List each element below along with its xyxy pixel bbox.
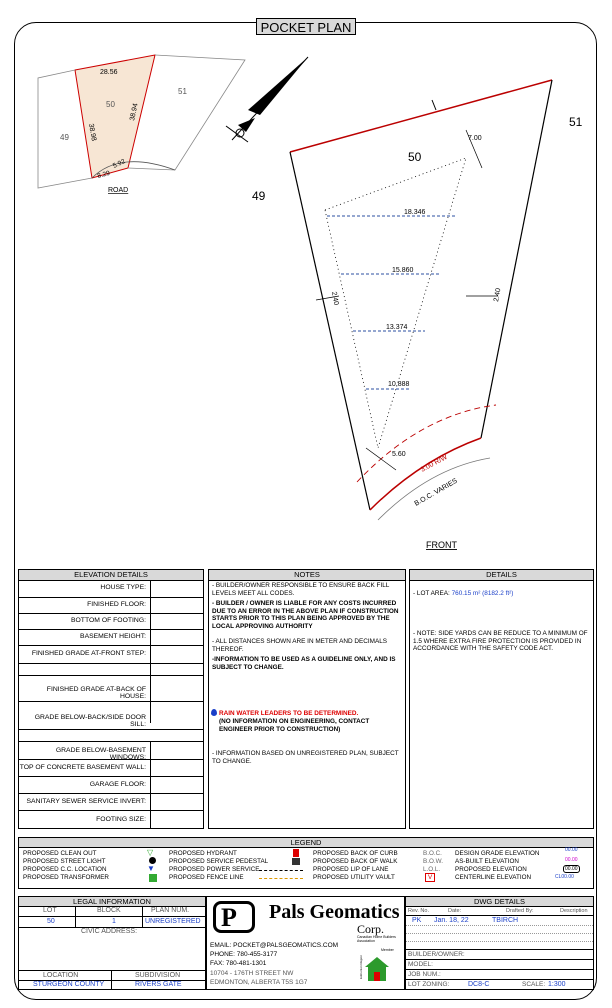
legend-clean-out: PROPOSED CLEAN OUT bbox=[23, 850, 97, 857]
elevation-header: ELEVATION DETAILS bbox=[19, 570, 203, 581]
lot-header: LOT bbox=[43, 907, 57, 914]
dwg-drafted: TBIRCH bbox=[492, 917, 519, 924]
dwg-header: DWG DETAILS bbox=[406, 897, 593, 907]
legal-header: LEGAL INFORMATION bbox=[19, 897, 205, 907]
job-num-label: JOB NUM.: bbox=[408, 971, 441, 978]
keymap-lot-51: 51 bbox=[178, 87, 187, 96]
width-label-4: 10.888 bbox=[388, 381, 410, 388]
key-map bbox=[38, 55, 245, 188]
legend-transformer: PROPOSED TRANSFORMER bbox=[23, 874, 109, 881]
company-fax: FAX: 780-481-1301 bbox=[210, 960, 267, 967]
model-label: MODEL: bbox=[408, 961, 433, 968]
legend-hydrant: PROPOSED HYDRANT bbox=[169, 850, 237, 857]
legend-back-walk: PROPOSED BACK OF WALK bbox=[313, 858, 398, 865]
keymap-left-dim: 38.98 bbox=[87, 123, 97, 142]
water-drop-icon bbox=[211, 709, 217, 716]
company-logo: P bbox=[213, 901, 255, 933]
power-line-icon bbox=[259, 870, 303, 871]
legend-panel bbox=[18, 837, 594, 889]
elev-garage-floor: GARAGE FLOOR: bbox=[89, 781, 146, 788]
hydrant-icon bbox=[293, 849, 299, 857]
keymap-lot-label: 50 bbox=[106, 100, 115, 109]
subdivision-header: SUBDIVISION bbox=[135, 972, 181, 979]
width-label-2: 15.860 bbox=[392, 267, 414, 274]
street-light-icon bbox=[149, 857, 156, 864]
subdivision-value: RIVERS GATE bbox=[135, 981, 182, 988]
block-header: BLOCK bbox=[97, 907, 121, 914]
legend-street-light: PROPOSED STREET LIGHT bbox=[23, 858, 106, 865]
legend-utility-vault: PROPOSED UTILITY VAULT bbox=[313, 874, 395, 881]
front-setback-label: 5.60 bbox=[392, 451, 406, 458]
lot-area-label: - LOT AREA: bbox=[413, 590, 452, 597]
details-header: DETAILS bbox=[410, 570, 593, 581]
legend-fence: PROPOSED FENCE LINE bbox=[169, 874, 244, 881]
lot-number: 50 bbox=[408, 150, 422, 164]
elev-finished-floor: FINISHED FLOOR: bbox=[87, 601, 146, 608]
abbr-bow: B.O.W. bbox=[423, 858, 443, 865]
elev-house-type: HOUSE TYPE: bbox=[100, 584, 146, 591]
right-side-setback: 2.40 bbox=[493, 287, 503, 303]
page-title: POCKET PLAN bbox=[256, 18, 356, 35]
legend-back-curb: PROPOSED BACK OF CURB bbox=[313, 850, 398, 857]
elev-basement-height: BASEMENT HEIGHT: bbox=[80, 633, 146, 640]
legend-lip-lane: PROPOSED LIP OF LANE bbox=[313, 866, 389, 873]
width-label-1: 18.346 bbox=[404, 209, 426, 216]
note-distances: - ALL DISTANCES SHOWN ARE IN METER AND DECIMALS THEREOF. bbox=[212, 638, 388, 653]
chba-text: Canadian Home Builders Association bbox=[357, 935, 396, 943]
details-panel bbox=[409, 569, 594, 829]
dwg-col-date: Date: bbox=[448, 908, 462, 914]
company-name: Pals Geomatics bbox=[269, 901, 400, 923]
boc-label: B.O.C. VARIES bbox=[413, 477, 459, 508]
builder-owner-label: BUILDER/OWNER: bbox=[408, 951, 465, 958]
left-side-setback: 2.40 bbox=[330, 291, 340, 306]
legend-cc-location: PROPOSED C.C. LOCATION bbox=[23, 866, 107, 873]
elev-grade-door-sill: GRADE BELOW-BACK/SIDE DOOR SILL: bbox=[34, 714, 146, 728]
block-value: 1 bbox=[112, 918, 116, 925]
dwg-col-drafted: Drafted By: bbox=[506, 908, 534, 914]
keymap-front-dim: 28.56 bbox=[100, 69, 118, 76]
dwg-col-desc: Description bbox=[560, 908, 588, 914]
width-label-3: 13.374 bbox=[386, 324, 408, 331]
legend-asbuilt: AS-BUILT ELEVATION bbox=[455, 858, 519, 865]
dwg-rev: PK bbox=[412, 917, 422, 924]
scale-label: SCALE: bbox=[522, 981, 546, 988]
company-phone: PHONE: 780-455-3177 bbox=[210, 951, 278, 958]
legend-centerline: CENTERLINE ELEVATION bbox=[455, 874, 532, 881]
lot-area-value: 760.15 m² (8182.2 ft²) bbox=[451, 590, 514, 597]
pocket-plan-drawing bbox=[14, 36, 597, 566]
right-lot-number: 51 bbox=[569, 115, 583, 129]
elev-top-concrete: TOP OF CONCRETE BASEMENT WALL: bbox=[19, 764, 146, 771]
main-lot bbox=[290, 80, 552, 520]
keymap-arc2: 8.29 bbox=[96, 169, 111, 180]
civic-address-label: CIVIC ADDRESS: bbox=[81, 928, 138, 935]
keymap-arc1: 5.92 bbox=[111, 158, 127, 170]
house-roof-icon bbox=[365, 957, 389, 967]
elev-sewer-invert: SANITARY SEWER SERVICE INVERT: bbox=[26, 798, 146, 805]
transformer-icon bbox=[149, 874, 157, 882]
note-backfill: - BUILDER/OWNER RESPONSIBLE TO ENSURE BACK FILL LEVELS MEET ALL CODES. bbox=[212, 582, 390, 597]
legend-power: PROPOSED POWER SERVICE bbox=[169, 866, 260, 873]
note-unregistered: - INFORMATION BASED ON UNREGISTERED PLAN, SUBJECT TO CHANGE. bbox=[212, 750, 399, 765]
keymap-right-dim: 38.94 bbox=[129, 102, 140, 122]
clean-out-icon: ▽ bbox=[147, 848, 154, 857]
lot-value: 50 bbox=[47, 918, 55, 925]
cc-location-icon: ▼ bbox=[147, 864, 155, 873]
company-panel bbox=[206, 896, 405, 990]
pedestal-icon bbox=[292, 858, 300, 865]
note-rain-leaders: RAIN WATER LEADERS TO BE DETERMINED. bbox=[219, 710, 359, 717]
asbuilt-icon: 00.00 bbox=[565, 857, 578, 863]
front-label: FRONT bbox=[426, 540, 457, 550]
elev-footing-size: FOOTING SIZE: bbox=[96, 816, 146, 823]
abbr-lol: L.O.L. bbox=[423, 866, 441, 873]
elev-grade-windows: GRADE BELOW-BASEMENT WINDOWS: bbox=[55, 747, 146, 761]
abbr-boc: B.O.C. bbox=[423, 850, 442, 857]
note-guideline: -INFORMATION TO BE USED AS A GUIDELINE ONLY, AND IS SUBJECT TO CHANGE. bbox=[212, 656, 396, 671]
notes-panel bbox=[208, 569, 406, 829]
rear-setback-label: 7.00 bbox=[468, 135, 482, 142]
company-corp: Corp. bbox=[357, 922, 384, 936]
plan-value: UNREGISTERED bbox=[145, 918, 201, 925]
dwg-col-rev: Rev. No. bbox=[408, 908, 429, 914]
lot-area bbox=[413, 590, 593, 598]
location-header: LOCATION bbox=[43, 972, 79, 979]
chba-member: Member bbox=[381, 948, 394, 952]
location-value: STURGEON COUNTY bbox=[33, 981, 105, 988]
plan-header: PLAN NUM. bbox=[151, 907, 190, 914]
zoning-value: DC8-C bbox=[468, 981, 490, 988]
keymap-lot-49: 49 bbox=[60, 133, 69, 142]
legend-pedestal: PROPOSED SERVICE PEDESTAL bbox=[169, 858, 269, 865]
dwg-date: Jan. 18, 22 bbox=[434, 917, 469, 924]
rw-label: 3.00 R/W bbox=[419, 453, 449, 474]
legend-design-grade: DESIGN GRADE ELEVATION bbox=[455, 850, 540, 857]
note-liability: - BUILDER / OWNER IS LIABLE FOR ANY COSTS INCURRED DUE TO AN ERROR IN THE ABOVE PLAN IF CONSTRUCTION STARTS PRIOR TO THIS PLAN BEING APPROVED BY THE LOCAL APPROVING AUTHORITY bbox=[212, 600, 399, 630]
elev-grade-back: FINISHED GRADE AT-BACK OF HOUSE: bbox=[46, 686, 146, 700]
company-address-2: EDMONTON, ALBERTA T5S 1G7 bbox=[210, 979, 308, 986]
house-door-icon bbox=[374, 972, 380, 981]
north-arrow-icon bbox=[226, 57, 308, 142]
elevation-details-panel bbox=[18, 569, 204, 829]
design-grade-icon: 00.00 bbox=[565, 847, 578, 853]
keymap-road: ROAD bbox=[108, 187, 129, 194]
legend-header: LEGEND bbox=[19, 838, 593, 848]
proposed-elev-icon: 00.00 bbox=[565, 866, 578, 872]
scale-value: 1:300 bbox=[548, 981, 566, 988]
note-engineering: (NO INFORMATION ON ENGINEERING, CONTACT ENGINEER PRIOR TO CONSTRUCTION) bbox=[219, 718, 370, 733]
legal-panel bbox=[18, 896, 206, 990]
vault-icon: V bbox=[425, 873, 435, 882]
centerline-icon: CL00.00 bbox=[555, 874, 574, 880]
fence-line-icon bbox=[259, 878, 303, 879]
elev-grade-front: FINISHED GRADE AT-FRONT STEP: bbox=[31, 650, 146, 657]
side-yard-note: - NOTE: SIDE YARDS CAN BE REDUCE TO A MINIMUM OF 1.5 WHERE EXTRA FIRE PROTECTION IS PROVIDED IN ACCORDANCE WITH THE SAFETY CODE ACT. bbox=[413, 630, 588, 653]
notes-header: NOTES bbox=[209, 570, 405, 581]
company-address-1: 10704 - 176TH STREET NW bbox=[210, 970, 294, 977]
chba-member-badge bbox=[357, 935, 397, 987]
elev-bottom-footing: BOTTOM OF FOOTING: bbox=[70, 617, 146, 624]
dwg-details-panel bbox=[405, 896, 594, 990]
left-lot-number: 49 bbox=[252, 189, 266, 203]
company-email: EMAIL: POCKET@PALSGEOMATICS.COM bbox=[210, 942, 339, 949]
legend-proposed-elev: PROPOSED ELEVATION bbox=[455, 866, 527, 873]
chba-region: Edmonton Region bbox=[359, 954, 364, 980]
zoning-label: LOT ZONING: bbox=[408, 981, 450, 988]
